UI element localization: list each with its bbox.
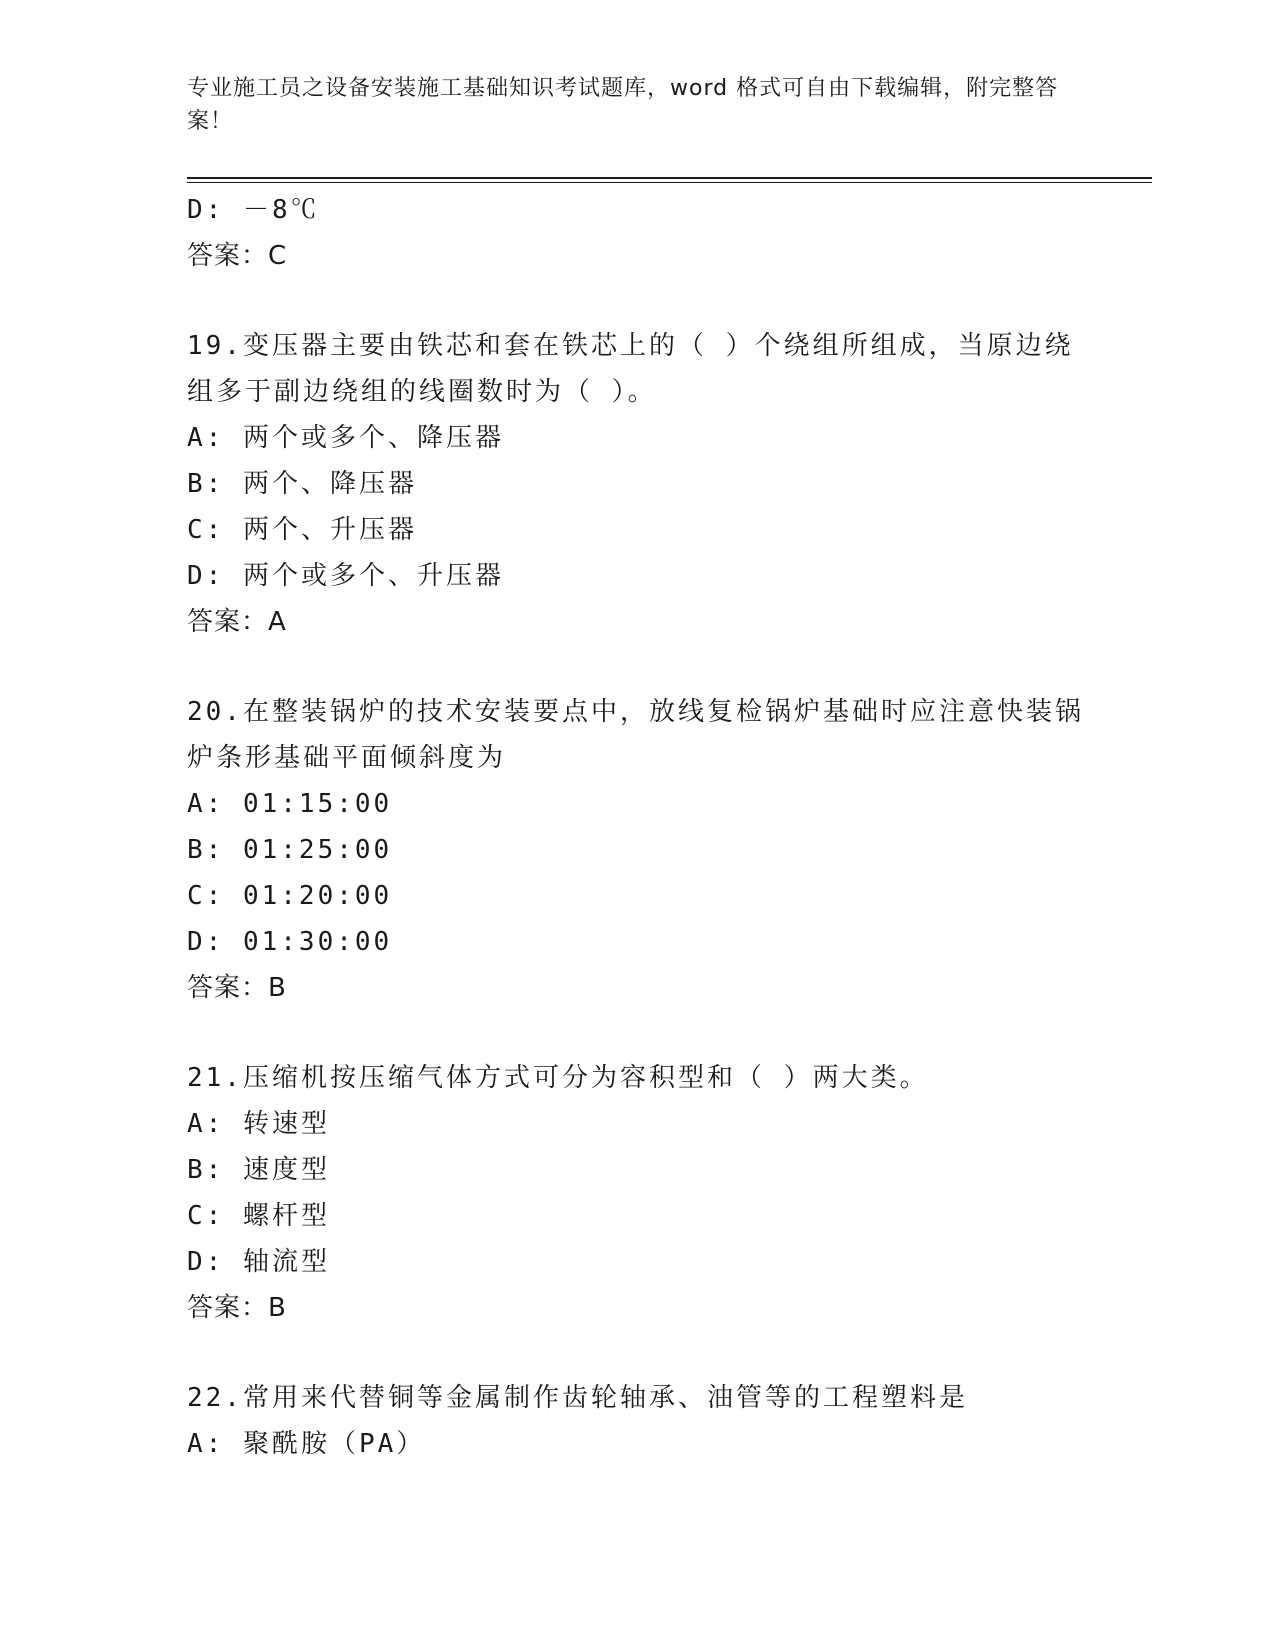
answer: 答案：C bbox=[187, 241, 288, 271]
option-c: C: 螺杆型 bbox=[187, 1201, 330, 1231]
option-b: B: 两个、降压器 bbox=[187, 469, 417, 499]
document-header: 专业施工员之设备安装施工基础知识考试题库，word 格式可自由下载编辑，附完整答案！ bbox=[187, 76, 1059, 134]
question-list bbox=[187, 187, 1087, 1467]
option-d: D: 01:30:00 bbox=[187, 927, 393, 957]
option-c: C: 01:20:00 bbox=[187, 881, 393, 911]
option-d: D: 轴流型 bbox=[187, 1247, 330, 1277]
option-b: B: 速度型 bbox=[187, 1155, 330, 1185]
question-20 bbox=[187, 689, 1087, 1011]
option-a: A: 两个或多个、降压器 bbox=[187, 423, 504, 453]
option-c: C: 两个、升压器 bbox=[187, 515, 417, 545]
answer: 答案：A bbox=[187, 607, 287, 637]
option-a: A: 聚酰胺（PA） bbox=[187, 1429, 426, 1459]
option-b: B: 01:25:00 bbox=[187, 835, 393, 865]
question-stem: 19.变压器主要由铁芯和套在铁芯上的（ ）个绕组所组成，当原边绕组多于副边绕组的线圈数时为（ ）。 bbox=[187, 331, 1074, 407]
header-divider-thin bbox=[187, 182, 1152, 183]
option-a: A: 01:15:00 bbox=[187, 789, 393, 819]
option-d: D: －8℃ bbox=[187, 195, 320, 225]
question-stem: 20.在整装锅炉的技术安装要点中，放线复检锅炉基础时应注意快装锅炉条形基础平面倾斜度为 bbox=[187, 697, 1084, 773]
question-stem: 21.压缩机按压缩气体方式可分为容积型和（ ）两大类。 bbox=[187, 1063, 929, 1093]
answer: 答案：B bbox=[187, 1293, 287, 1323]
question-21 bbox=[187, 1055, 1087, 1331]
answer: 答案：B bbox=[187, 973, 287, 1003]
question-19 bbox=[187, 323, 1087, 645]
question-22 bbox=[187, 1375, 1087, 1467]
option-a: A: 转速型 bbox=[187, 1109, 330, 1139]
header-divider bbox=[187, 177, 1152, 179]
question-stem: 22.常用来代替铜等金属制作齿轮轴承、油管等的工程塑料是 bbox=[187, 1383, 968, 1413]
option-d: D: 两个或多个、升压器 bbox=[187, 561, 504, 591]
